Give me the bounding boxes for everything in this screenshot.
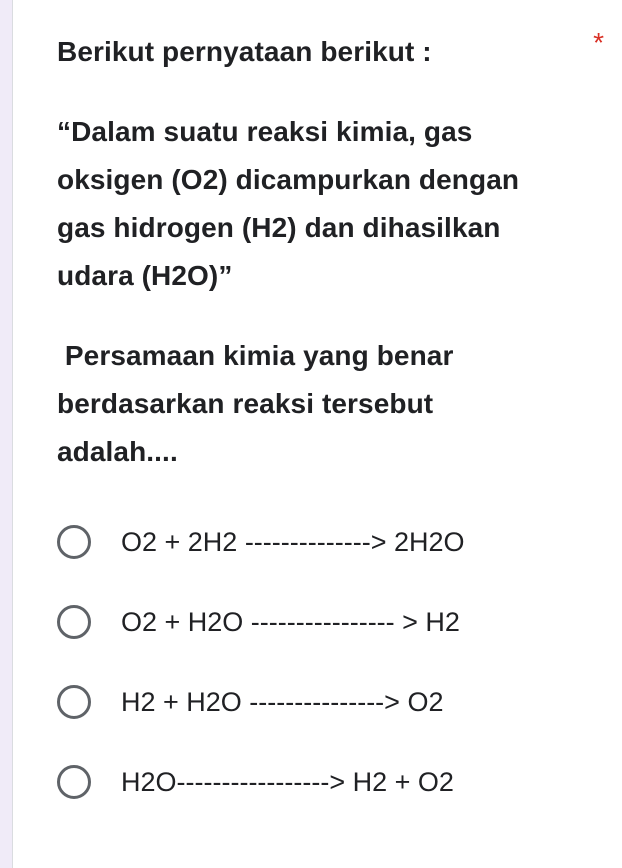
answer-option-label: H2 + H2O ---------------> O2 [121, 687, 444, 717]
question-card [12, 0, 622, 868]
question-line-8: adalah.... [57, 436, 178, 467]
question-gap-1 [57, 76, 577, 108]
answer-option-2[interactable] [57, 582, 597, 662]
radio-button[interactable] [57, 765, 91, 799]
answer-option-label: H2O-----------------> H2 + O2 [121, 767, 454, 797]
question-title [57, 28, 577, 476]
question-gap-2 [57, 300, 577, 332]
answer-option-1[interactable] [57, 502, 597, 582]
answer-option-label: O2 + H2O ---------------- > H2 [121, 607, 460, 637]
required-asterisk: * [593, 27, 604, 58]
question-line-1: Berikut pernyataan berikut : [57, 36, 432, 67]
question-line-2: “Dalam suatu reaksi kimia, gas [57, 116, 473, 147]
question-line-4: gas hidrogen (H2) dan dihasilkan [57, 212, 501, 243]
radio-button[interactable] [57, 685, 91, 719]
question-line-6: Persamaan kimia yang benar [57, 340, 454, 371]
answer-option-3[interactable] [57, 662, 597, 742]
radio-button[interactable] [57, 605, 91, 639]
radio-button[interactable] [57, 525, 91, 559]
answer-option-4[interactable] [57, 742, 597, 822]
question-line-7: berdasarkan reaksi tersebut [57, 388, 434, 419]
question-line-3: oksigen (O2) dicampurkan dengan [57, 164, 520, 195]
answer-option-label: O2 + 2H2 --------------> 2H2O [121, 527, 465, 557]
question-line-5: udara (H2O)” [57, 260, 233, 291]
answer-options [57, 502, 597, 822]
